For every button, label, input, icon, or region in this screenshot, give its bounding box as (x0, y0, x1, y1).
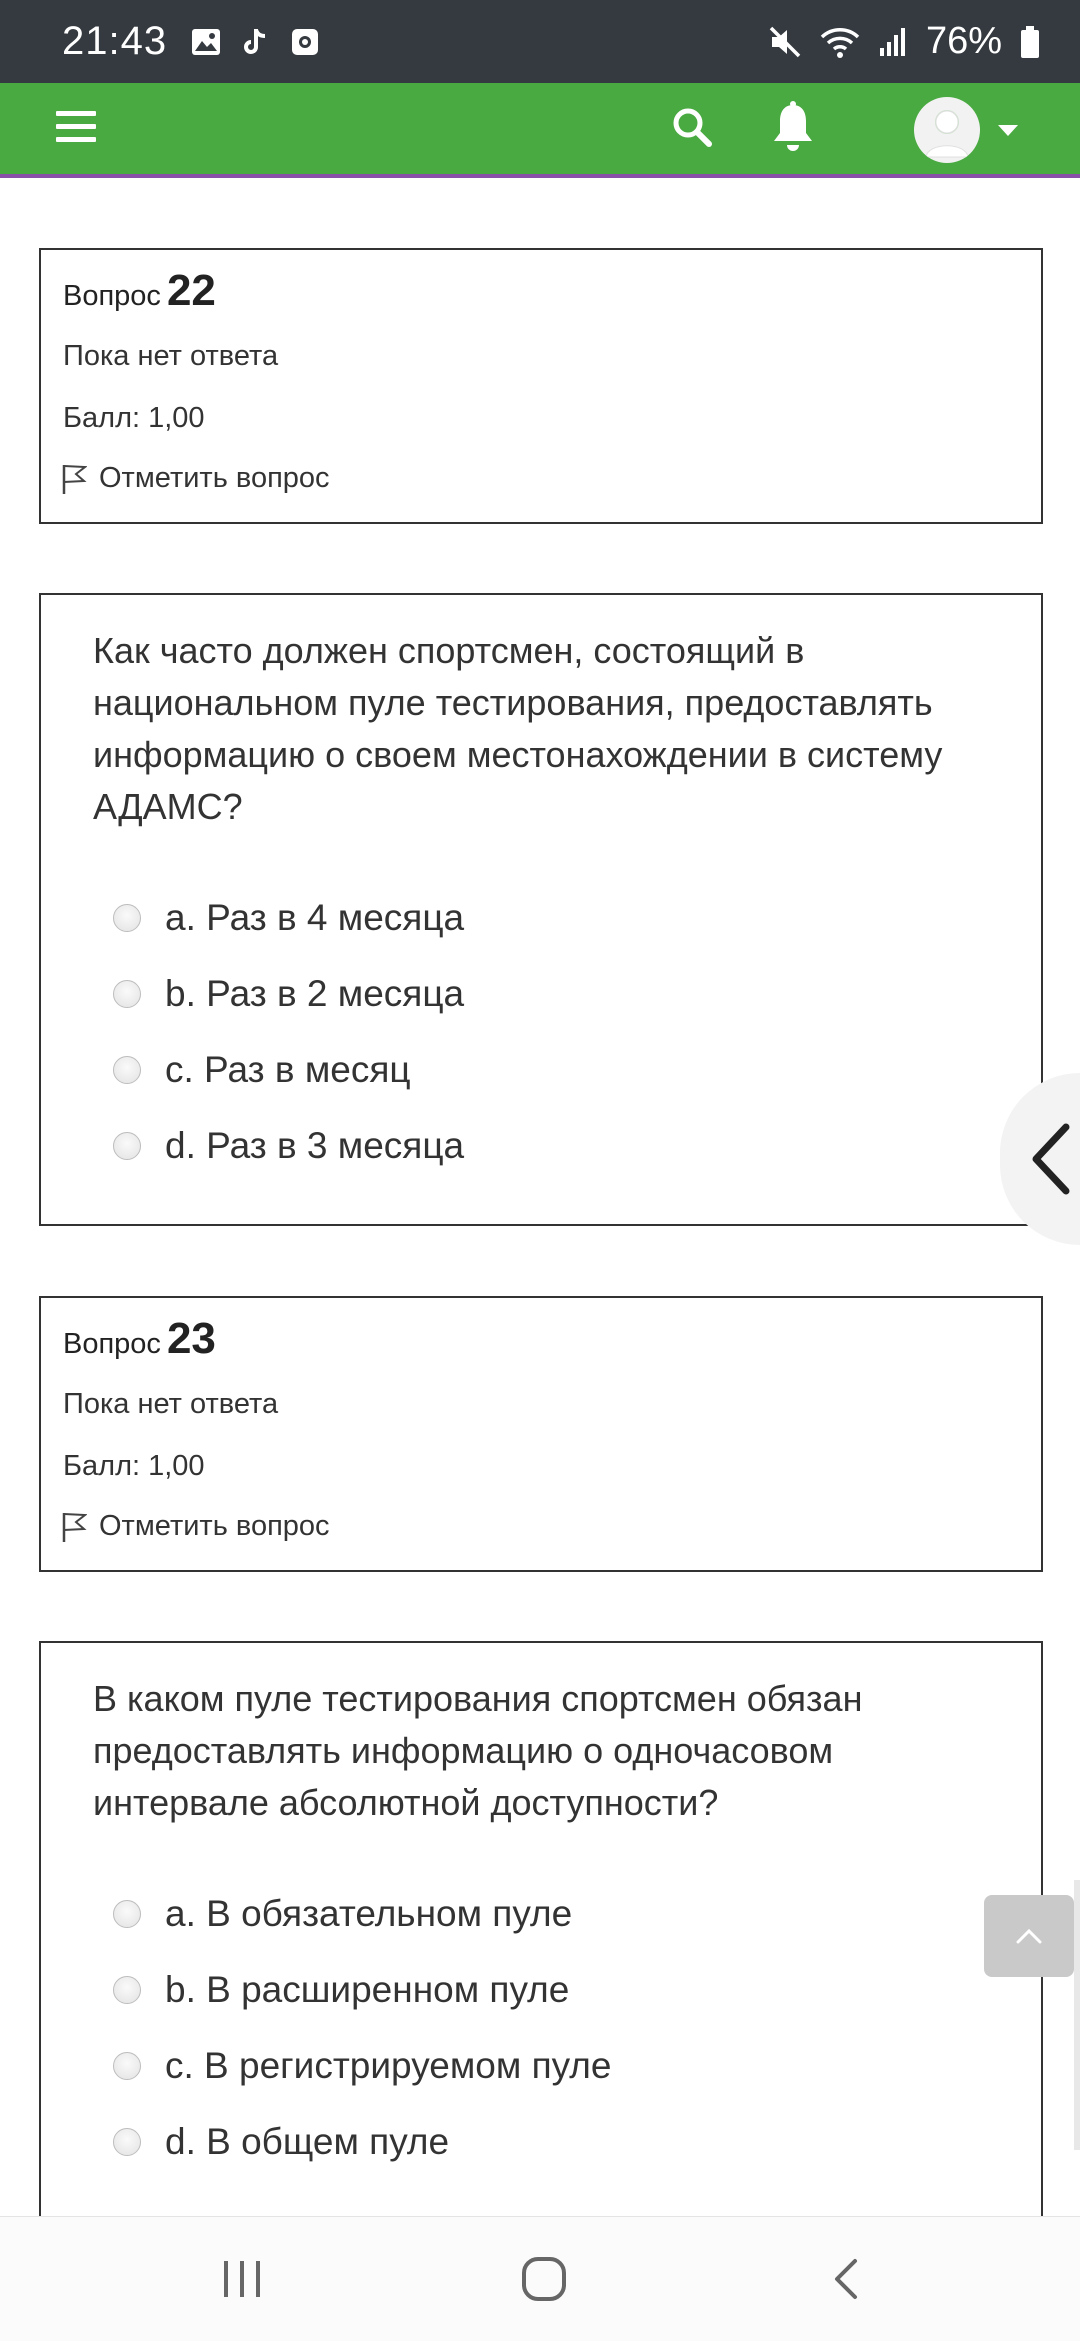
scrollbar-track[interactable] (1074, 1880, 1080, 2150)
recents-icon[interactable] (162, 2217, 322, 2341)
answer-option-b[interactable] (113, 1965, 569, 2015)
answer-label: c. Раз в месяц (165, 1049, 411, 1090)
flag-question-label: Отметить вопрос (99, 462, 330, 494)
flag-icon (61, 463, 87, 495)
flag-question-button[interactable] (61, 462, 330, 495)
wifi-icon (820, 25, 860, 59)
battery-percent: 76% (925, 20, 1002, 62)
radio-button[interactable] (113, 1132, 141, 1160)
mute-icon (768, 25, 802, 59)
chevron-left-icon (1028, 1123, 1072, 1195)
answer-label: d. Раз в 3 месяца (165, 1125, 465, 1166)
radio-button[interactable] (113, 1976, 141, 2004)
question-info-22 (39, 248, 1043, 524)
gallery-icon (191, 28, 221, 56)
answer-label: b. Раз в 2 месяца (165, 973, 465, 1014)
signal-icon (878, 26, 908, 58)
battery-icon (1020, 25, 1040, 59)
flag-question-label: Отметить вопрос (99, 1510, 330, 1542)
user-menu[interactable] (914, 97, 1018, 163)
tiktok-icon (243, 27, 269, 57)
question-state: Пока нет ответа (63, 1388, 279, 1420)
answer-label: b. В расширенном пуле (165, 1969, 570, 2010)
answer-label: c. В регистрируемом пуле (165, 2045, 612, 2086)
question-content-22 (39, 593, 1043, 1226)
answer-option-c[interactable] (113, 2041, 611, 2091)
radio-button[interactable] (113, 2052, 141, 2080)
radio-button[interactable] (113, 1056, 141, 1084)
question-content-23 (39, 1641, 1043, 2301)
radio-button[interactable] (113, 1900, 141, 1928)
question-heading (63, 1314, 216, 1364)
answer-option-c[interactable] (113, 1045, 411, 1095)
chevron-up-icon (1016, 1928, 1042, 1944)
answer-option-a[interactable] (113, 893, 464, 943)
answer-option-b[interactable] (113, 969, 464, 1019)
question-number: 22 (166, 266, 216, 315)
chevron-down-icon[interactable] (998, 125, 1018, 136)
answer-label: a. Раз в 4 месяца (165, 897, 465, 938)
answer-label: a. В обязательном пуле (165, 1893, 573, 1934)
avatar[interactable] (914, 97, 980, 163)
status-bar (0, 0, 1080, 83)
menu-icon[interactable] (56, 109, 96, 150)
status-time: 21:43 (62, 19, 168, 63)
answer-option-d[interactable] (113, 1121, 464, 1171)
question-grade: Балл: 1,00 (63, 402, 205, 434)
question-info-23 (39, 1296, 1043, 1572)
search-icon[interactable] (670, 105, 714, 154)
question-state: Пока нет ответа (63, 340, 279, 372)
radio-button[interactable] (113, 2128, 141, 2156)
home-icon[interactable] (464, 2217, 624, 2341)
flag-icon (61, 1511, 87, 1543)
question-label: Вопрос (63, 280, 161, 312)
screen-record-icon (291, 27, 319, 57)
question-text: Как часто должен спортсмен, состоящий в национальном пуле тестирования, предоставлять информацию о своем местонахождении в систему АДАМС? (93, 630, 943, 827)
system-nav-bar (0, 2216, 1080, 2341)
answer-option-a[interactable] (113, 1889, 572, 1939)
flag-question-button[interactable] (61, 1510, 330, 1543)
question-number: 23 (166, 1314, 216, 1363)
question-text: В каком пуле тестирования спортсмен обязан предоставлять информацию о одночасовом интервале абсолютной доступности? (93, 1678, 863, 1823)
question-label: Вопрос (63, 1328, 161, 1360)
question-grade: Балл: 1,00 (63, 1450, 205, 1482)
bell-icon[interactable] (770, 101, 816, 158)
back-icon[interactable] (766, 2217, 926, 2341)
app-bar (0, 83, 1080, 178)
radio-button[interactable] (113, 980, 141, 1008)
radio-button[interactable] (113, 904, 141, 932)
question-heading (63, 266, 216, 316)
answer-option-d[interactable] (113, 2117, 449, 2167)
answer-label: d. В общем пуле (165, 2121, 450, 2162)
scroll-to-top-button[interactable] (984, 1895, 1074, 1977)
